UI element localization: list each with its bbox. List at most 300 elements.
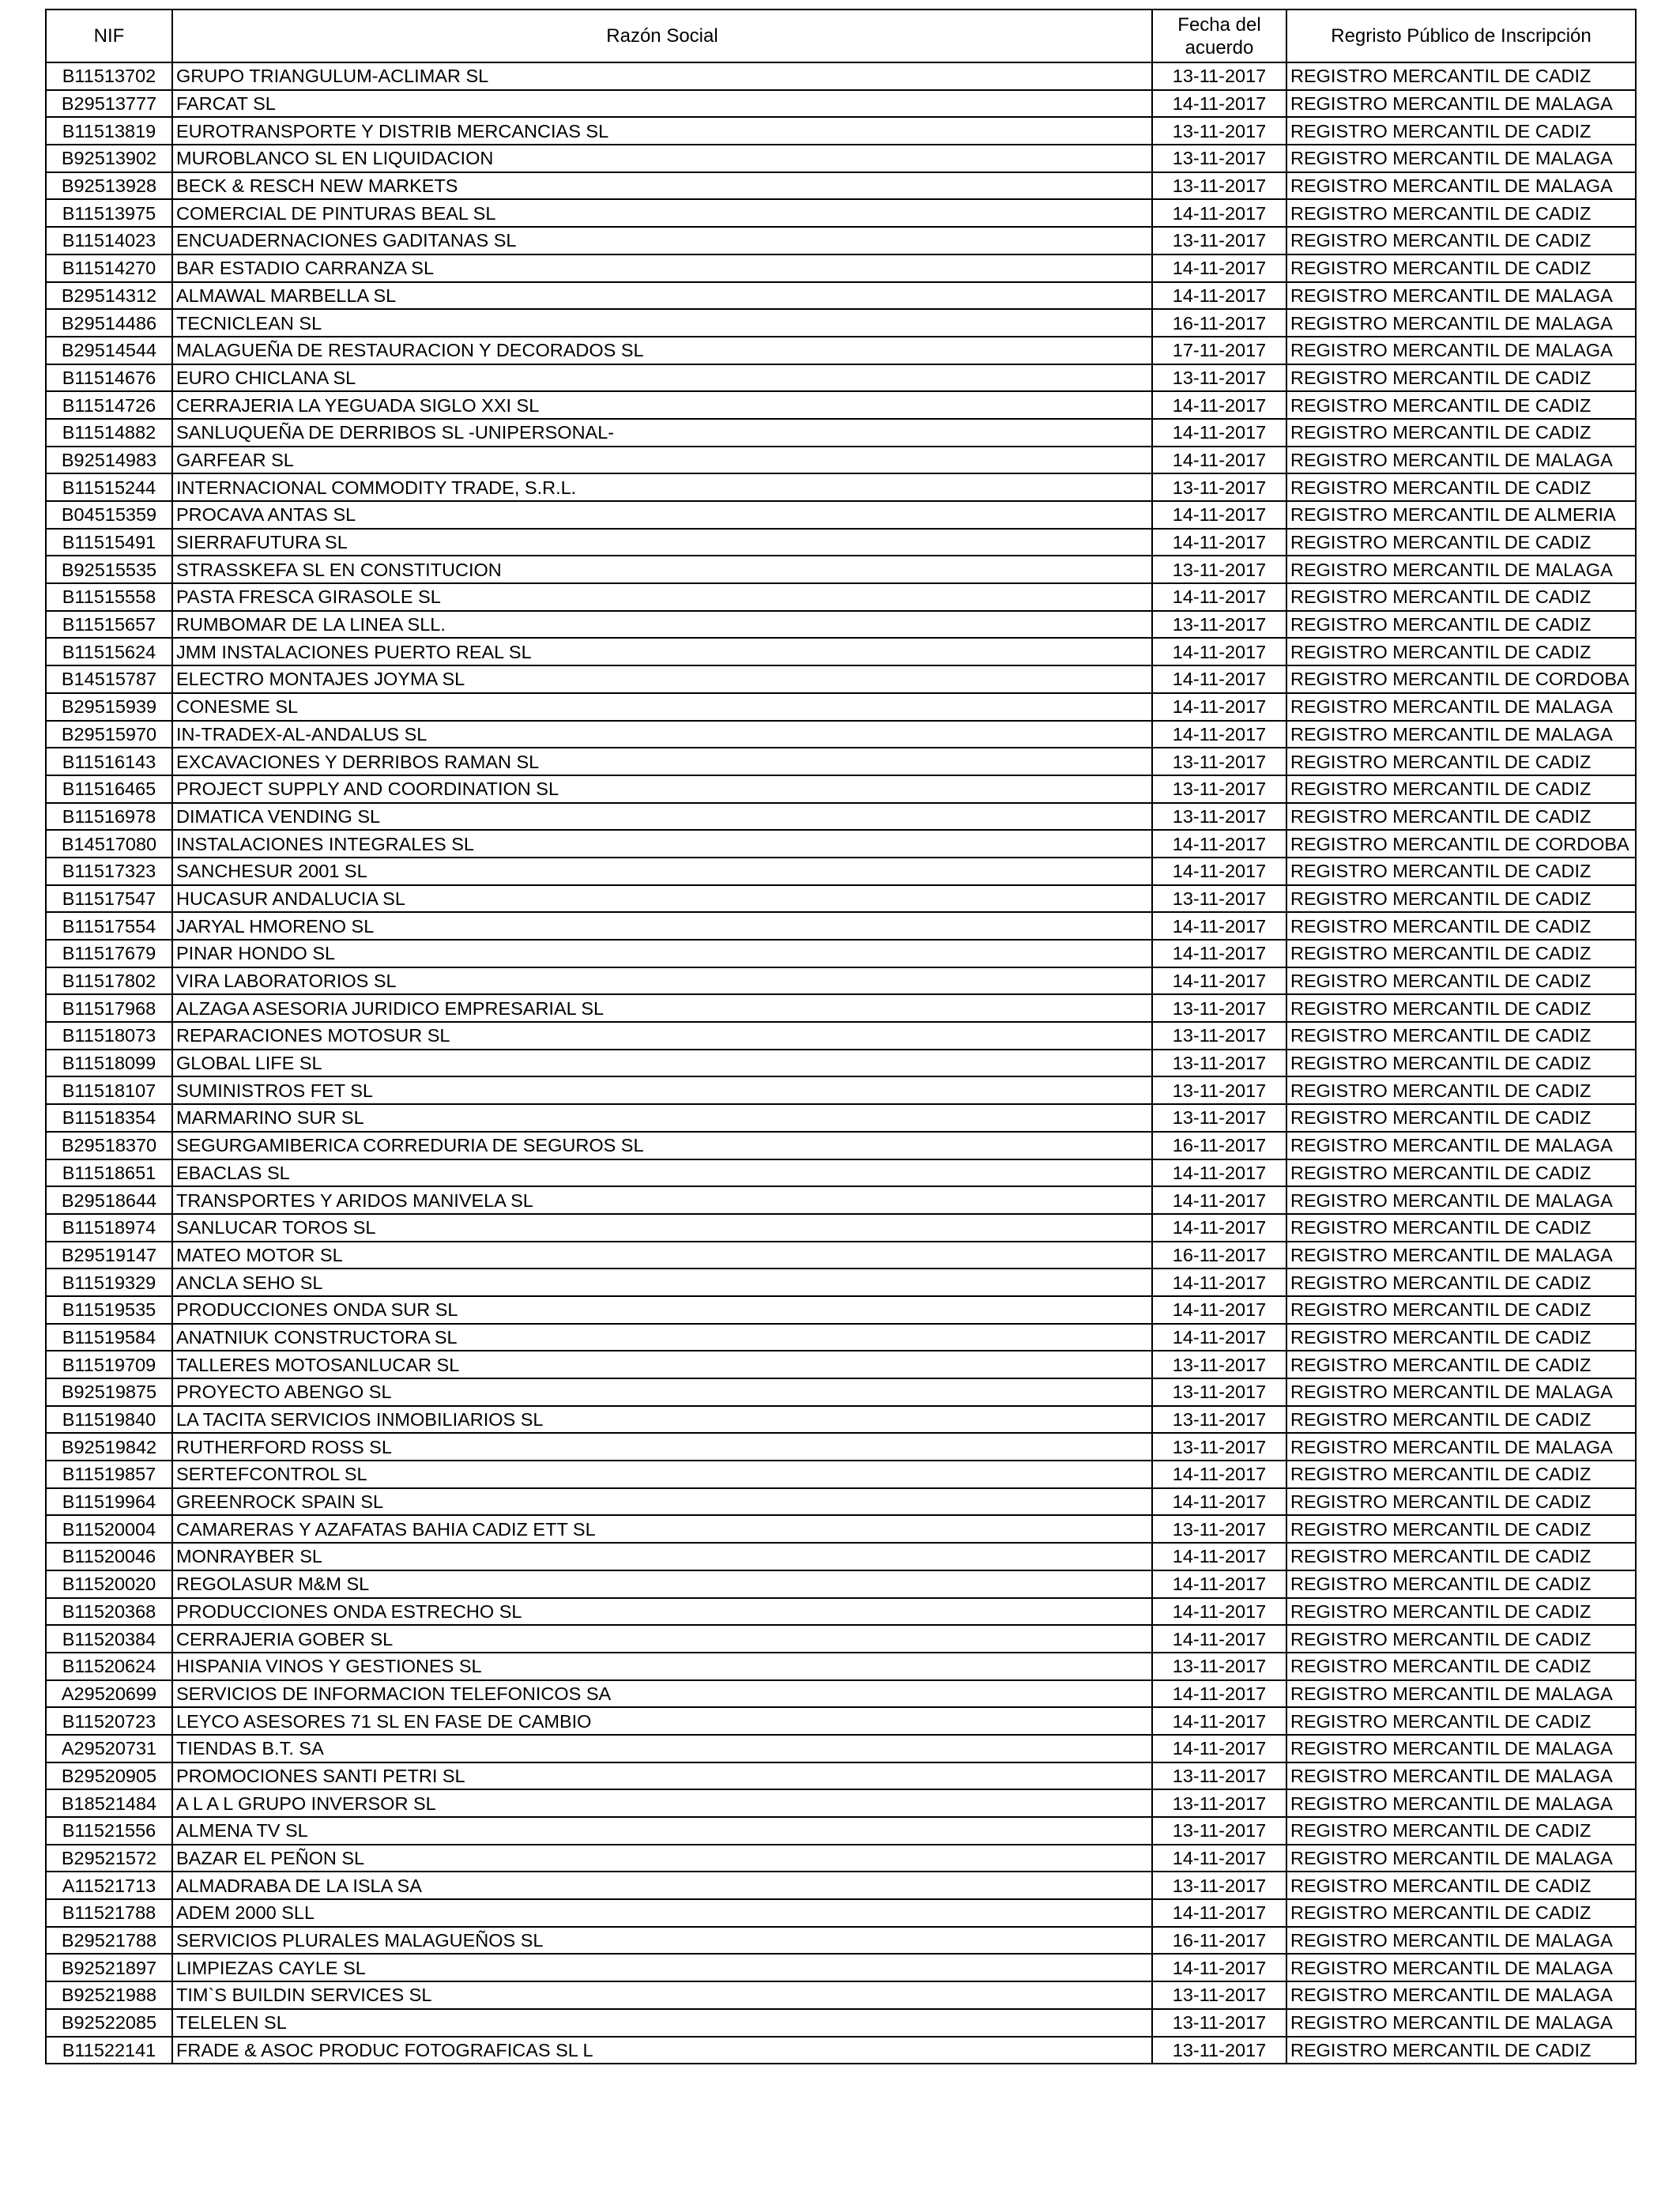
table-row — [46, 1598, 1636, 1626]
cell-fecha: 16-11-2017 — [1152, 1132, 1286, 1159]
cell-fecha: 13-11-2017 — [1152, 1104, 1286, 1132]
cell-registro: REGISTRO MERCANTIL DE CADIZ — [1286, 775, 1636, 803]
header-fecha-line1: Fecha del — [1177, 13, 1261, 36]
cell-razon-social: TRANSPORTES Y ARIDOS MANIVELA SL — [172, 1186, 1152, 1214]
cell-razon-social: ENCUADERNACIONES GADITANAS SL — [172, 227, 1152, 254]
cell-razon-social: CERRAJERIA LA YEGUADA SIGLO XXI SL — [172, 391, 1152, 419]
table-row — [46, 254, 1636, 282]
table-row — [46, 994, 1636, 1022]
cell-fecha: 14-11-2017 — [1152, 583, 1286, 611]
cell-fecha: 14-11-2017 — [1152, 1186, 1286, 1214]
cell-fecha: 16-11-2017 — [1152, 309, 1286, 337]
cell-razon-social: GREENROCK SPAIN SL — [172, 1488, 1152, 1516]
cell-razon-social: REPARACIONES MOTOSUR SL — [172, 1022, 1152, 1050]
cell-razon-social: SERVICIOS DE INFORMACION TELEFONICOS SA — [172, 1680, 1152, 1708]
cell-razon-social: IN-TRADEX-AL-ANDALUS SL — [172, 721, 1152, 748]
cell-registro: REGISTRO MERCANTIL DE MALAGA — [1286, 282, 1636, 310]
cell-razon-social: PROJECT SUPPLY AND COORDINATION SL — [172, 775, 1152, 803]
cell-registro: REGISTRO MERCANTIL DE CADIZ — [1286, 940, 1636, 967]
cell-nif: B11515657 — [46, 611, 172, 639]
cell-registro: REGISTRO MERCANTIL DE CADIZ — [1286, 1872, 1636, 1899]
cell-nif: B11520384 — [46, 1625, 172, 1653]
cell-fecha: 13-11-2017 — [1152, 1515, 1286, 1543]
cell-nif: B29520905 — [46, 1762, 172, 1790]
cell-registro: REGISTRO MERCANTIL DE CADIZ — [1286, 1598, 1636, 1626]
cell-razon-social: ALMAWAL MARBELLA SL — [172, 282, 1152, 310]
cell-fecha: 14-11-2017 — [1152, 1269, 1286, 1296]
cell-fecha: 14-11-2017 — [1152, 721, 1286, 748]
cell-fecha: 13-11-2017 — [1152, 1378, 1286, 1406]
cell-registro: REGISTRO MERCANTIL DE MALAGA — [1286, 309, 1636, 337]
cell-fecha: 13-11-2017 — [1152, 556, 1286, 583]
table-row — [46, 1378, 1636, 1406]
cell-nif: B92519842 — [46, 1433, 172, 1461]
table-row — [46, 1433, 1636, 1461]
cell-registro: REGISTRO MERCANTIL DE CADIZ — [1286, 1653, 1636, 1680]
table-row — [46, 556, 1636, 583]
cell-registro: REGISTRO MERCANTIL DE MALAGA — [1286, 1981, 1636, 2009]
cell-razon-social: SERTEFCONTROL SL — [172, 1461, 1152, 1488]
cell-razon-social: REGOLASUR M&M SL — [172, 1570, 1152, 1598]
table-row — [46, 1817, 1636, 1845]
cell-nif: B92515535 — [46, 556, 172, 583]
cell-razon-social: EURO CHICLANA SL — [172, 364, 1152, 392]
cell-razon-social: GARFEAR SL — [172, 447, 1152, 474]
cell-registro: REGISTRO MERCANTIL DE CADIZ — [1286, 803, 1636, 831]
cell-fecha: 14-11-2017 — [1152, 1159, 1286, 1187]
cell-fecha: 14-11-2017 — [1152, 1461, 1286, 1488]
cell-razon-social: EBACLAS SL — [172, 1159, 1152, 1187]
registry-table — [45, 9, 1637, 2064]
cell-razon-social: TELELEN SL — [172, 2009, 1152, 2037]
cell-razon-social: TIENDAS B.T. SA — [172, 1735, 1152, 1762]
cell-razon-social: TIM`S BUILDIN SERVICES SL — [172, 1981, 1152, 2009]
cell-registro: REGISTRO MERCANTIL DE CADIZ — [1286, 1406, 1636, 1434]
cell-nif: B29514312 — [46, 282, 172, 310]
table-row — [46, 748, 1636, 775]
cell-nif: B92521897 — [46, 1954, 172, 1981]
table-row — [46, 447, 1636, 474]
cell-fecha: 13-11-2017 — [1152, 1762, 1286, 1790]
cell-razon-social: A L A L GRUPO INVERSOR SL — [172, 1789, 1152, 1817]
cell-registro: REGISTRO MERCANTIL DE CADIZ — [1286, 391, 1636, 419]
table-row — [46, 282, 1636, 310]
table-row — [46, 391, 1636, 419]
cell-razon-social: RUTHERFORD ROSS SL — [172, 1433, 1152, 1461]
cell-razon-social: LA TACITA SERVICIOS INMOBILIARIOS SL — [172, 1406, 1152, 1434]
cell-nif: B92519875 — [46, 1378, 172, 1406]
table-row — [46, 1104, 1636, 1132]
cell-fecha: 14-11-2017 — [1152, 282, 1286, 310]
cell-registro: REGISTRO MERCANTIL DE CADIZ — [1286, 117, 1636, 145]
cell-registro: REGISTRO MERCANTIL DE MALAGA — [1286, 90, 1636, 118]
table-row — [46, 1406, 1636, 1434]
cell-razon-social: MONRAYBER SL — [172, 1543, 1152, 1570]
cell-fecha: 14-11-2017 — [1152, 90, 1286, 118]
cell-fecha: 14-11-2017 — [1152, 1899, 1286, 1927]
cell-razon-social: SANLUQUEÑA DE DERRIBOS SL -UNIPERSONAL- — [172, 419, 1152, 447]
table-row — [46, 885, 1636, 913]
cell-razon-social: PINAR HONDO SL — [172, 940, 1152, 967]
cell-fecha: 14-11-2017 — [1152, 1707, 1286, 1735]
table-row — [46, 1899, 1636, 1927]
cell-fecha: 14-11-2017 — [1152, 1570, 1286, 1598]
cell-registro: REGISTRO MERCANTIL DE CADIZ — [1286, 748, 1636, 775]
cell-razon-social: PROMOCIONES SANTI PETRI SL — [172, 1762, 1152, 1790]
cell-registro: REGISTRO MERCANTIL DE CADIZ — [1286, 1324, 1636, 1351]
cell-razon-social: INSTALACIONES INTEGRALES SL — [172, 830, 1152, 858]
header-fecha-acuerdo — [1152, 9, 1286, 62]
cell-razon-social: TALLERES MOTOSANLUCAR SL — [172, 1351, 1152, 1378]
cell-registro: REGISTRO MERCANTIL DE MALAGA — [1286, 556, 1636, 583]
cell-registro: REGISTRO MERCANTIL DE MALAGA — [1286, 1927, 1636, 1955]
cell-registro: REGISTRO MERCANTIL DE CADIZ — [1286, 199, 1636, 227]
table-row — [46, 1515, 1636, 1543]
cell-registro: REGISTRO MERCANTIL DE CADIZ — [1286, 1159, 1636, 1187]
cell-fecha: 14-11-2017 — [1152, 858, 1286, 885]
table-row — [46, 803, 1636, 831]
cell-fecha: 13-11-2017 — [1152, 748, 1286, 775]
cell-razon-social: FARCAT SL — [172, 90, 1152, 118]
cell-nif: B11513702 — [46, 62, 172, 90]
cell-fecha: 14-11-2017 — [1152, 1735, 1286, 1762]
cell-registro: REGISTRO MERCANTIL DE CADIZ — [1286, 1050, 1636, 1077]
cell-registro: REGISTRO MERCANTIL DE CADIZ — [1286, 994, 1636, 1022]
cell-registro: REGISTRO MERCANTIL DE CADIZ — [1286, 364, 1636, 392]
table-row — [46, 90, 1636, 118]
cell-razon-social: BAR ESTADIO CARRANZA SL — [172, 254, 1152, 282]
cell-fecha: 13-11-2017 — [1152, 1817, 1286, 1845]
cell-nif: B11520004 — [46, 1515, 172, 1543]
cell-nif: B11516978 — [46, 803, 172, 831]
cell-nif: B11517968 — [46, 994, 172, 1022]
table-row — [46, 583, 1636, 611]
cell-razon-social: PRODUCCIONES ONDA SUR SL — [172, 1296, 1152, 1324]
cell-razon-social: ANATNIUK CONSTRUCTORA SL — [172, 1324, 1152, 1351]
cell-fecha: 14-11-2017 — [1152, 1954, 1286, 1981]
table-row — [46, 1461, 1636, 1488]
cell-nif: B29519147 — [46, 1242, 172, 1269]
cell-registro: REGISTRO MERCANTIL DE MALAGA — [1286, 145, 1636, 172]
cell-registro: REGISTRO MERCANTIL DE MALAGA — [1286, 693, 1636, 721]
cell-fecha: 13-11-2017 — [1152, 775, 1286, 803]
table-row — [46, 1269, 1636, 1296]
cell-nif: B11514676 — [46, 364, 172, 392]
cell-fecha: 13-11-2017 — [1152, 885, 1286, 913]
cell-registro: REGISTRO MERCANTIL DE CADIZ — [1286, 254, 1636, 282]
cell-registro: REGISTRO MERCANTIL DE MALAGA — [1286, 337, 1636, 364]
cell-fecha: 14-11-2017 — [1152, 419, 1286, 447]
table-row — [46, 858, 1636, 885]
cell-registro: REGISTRO MERCANTIL DE MALAGA — [1286, 1242, 1636, 1269]
table-row — [46, 1076, 1636, 1104]
cell-nif: B14515787 — [46, 665, 172, 693]
cell-nif: B11522141 — [46, 2037, 172, 2064]
cell-fecha: 14-11-2017 — [1152, 638, 1286, 665]
cell-fecha: 13-11-2017 — [1152, 117, 1286, 145]
table-row — [46, 611, 1636, 639]
cell-razon-social: FRADE & ASOC PRODUC FOTOGRAFICAS SL L — [172, 2037, 1152, 2064]
cell-fecha: 13-11-2017 — [1152, 473, 1286, 501]
table-row — [46, 1050, 1636, 1077]
cell-registro: REGISTRO MERCANTIL DE ALMERIA — [1286, 501, 1636, 529]
cell-razon-social: ALMENA TV SL — [172, 1817, 1152, 1845]
cell-razon-social: STRASSKEFA SL EN CONSTITUCION — [172, 556, 1152, 583]
cell-fecha: 13-11-2017 — [1152, 1050, 1286, 1077]
cell-nif: B11515491 — [46, 529, 172, 556]
cell-registro: REGISTRO MERCANTIL DE CADIZ — [1286, 1022, 1636, 1050]
cell-registro: REGISTRO MERCANTIL DE CADIZ — [1286, 1488, 1636, 1516]
cell-nif: B29521572 — [46, 1845, 172, 1872]
table-row — [46, 1845, 1636, 1872]
cell-fecha: 14-11-2017 — [1152, 1543, 1286, 1570]
cell-nif: B11518651 — [46, 1159, 172, 1187]
cell-razon-social: SIERRAFUTURA SL — [172, 529, 1152, 556]
cell-fecha: 13-11-2017 — [1152, 1406, 1286, 1434]
cell-registro: REGISTRO MERCANTIL DE MALAGA — [1286, 1680, 1636, 1708]
cell-registro: REGISTRO MERCANTIL DE CORDOBA — [1286, 830, 1636, 858]
cell-registro: REGISTRO MERCANTIL DE CADIZ — [1286, 1570, 1636, 1598]
cell-fecha: 14-11-2017 — [1152, 967, 1286, 995]
cell-fecha: 14-11-2017 — [1152, 1625, 1286, 1653]
cell-nif: B11519857 — [46, 1461, 172, 1488]
cell-registro: REGISTRO MERCANTIL DE CADIZ — [1286, 529, 1636, 556]
cell-nif: A11521713 — [46, 1872, 172, 1899]
cell-fecha: 13-11-2017 — [1152, 803, 1286, 831]
cell-registro: REGISTRO MERCANTIL DE MALAGA — [1286, 1433, 1636, 1461]
table-row — [46, 145, 1636, 172]
table-row — [46, 1653, 1636, 1680]
cell-razon-social: ALZAGA ASESORIA JURIDICO EMPRESARIAL SL — [172, 994, 1152, 1022]
table-row — [46, 1872, 1636, 1899]
cell-nif: B11521788 — [46, 1899, 172, 1927]
cell-registro: REGISTRO MERCANTIL DE CADIZ — [1286, 1214, 1636, 1242]
cell-nif: B11519840 — [46, 1406, 172, 1434]
table-row — [46, 1954, 1636, 1981]
cell-razon-social: CONESME SL — [172, 693, 1152, 721]
cell-nif: B11514726 — [46, 391, 172, 419]
cell-nif: B92522085 — [46, 2009, 172, 2037]
cell-razon-social: GLOBAL LIFE SL — [172, 1050, 1152, 1077]
cell-nif: B11520046 — [46, 1543, 172, 1570]
cell-registro: REGISTRO MERCANTIL DE CADIZ — [1286, 1076, 1636, 1104]
cell-razon-social: CERRAJERIA GOBER SL — [172, 1625, 1152, 1653]
cell-fecha: 16-11-2017 — [1152, 1927, 1286, 1955]
table-row — [46, 940, 1636, 967]
cell-razon-social: BECK & RESCH NEW MARKETS — [172, 172, 1152, 200]
cell-nif: B11518354 — [46, 1104, 172, 1132]
cell-registro: REGISTRO MERCANTIL DE MALAGA — [1286, 1132, 1636, 1159]
cell-fecha: 13-11-2017 — [1152, 1022, 1286, 1050]
table-row — [46, 1186, 1636, 1214]
cell-nif: B11519709 — [46, 1351, 172, 1378]
cell-razon-social: INTERNACIONAL COMMODITY TRADE, S.R.L. — [172, 473, 1152, 501]
cell-nif: B11514882 — [46, 419, 172, 447]
header-registro: Regristo Público de Inscripción — [1286, 9, 1636, 62]
cell-razon-social: SEGURGAMIBERICA CORREDURIA DE SEGUROS SL — [172, 1132, 1152, 1159]
cell-registro: REGISTRO MERCANTIL DE MALAGA — [1286, 1845, 1636, 1872]
cell-razon-social: ANCLA SEHO SL — [172, 1269, 1152, 1296]
cell-registro: REGISTRO MERCANTIL DE CADIZ — [1286, 419, 1636, 447]
cell-fecha: 13-11-2017 — [1152, 1653, 1286, 1680]
cell-nif: B11514023 — [46, 227, 172, 254]
cell-fecha: 14-11-2017 — [1152, 199, 1286, 227]
cell-registro: REGISTRO MERCANTIL DE CADIZ — [1286, 1461, 1636, 1488]
cell-fecha: 13-11-2017 — [1152, 2037, 1286, 2064]
cell-nif: B11517679 — [46, 940, 172, 967]
cell-fecha: 13-11-2017 — [1152, 1872, 1286, 1899]
cell-nif: B11518974 — [46, 1214, 172, 1242]
cell-registro: REGISTRO MERCANTIL DE CADIZ — [1286, 583, 1636, 611]
cell-fecha: 14-11-2017 — [1152, 1214, 1286, 1242]
cell-registro: REGISTRO MERCANTIL DE MALAGA — [1286, 1378, 1636, 1406]
cell-razon-social: SANCHESUR 2001 SL — [172, 858, 1152, 885]
table-row — [46, 1242, 1636, 1269]
cell-fecha: 14-11-2017 — [1152, 665, 1286, 693]
cell-nif: B11517547 — [46, 885, 172, 913]
table-row — [46, 419, 1636, 447]
cell-nif: B11514270 — [46, 254, 172, 282]
cell-nif: B11520368 — [46, 1598, 172, 1626]
cell-fecha: 13-11-2017 — [1152, 1076, 1286, 1104]
cell-razon-social: JARYAL HMORENO SL — [172, 912, 1152, 940]
cell-fecha: 13-11-2017 — [1152, 364, 1286, 392]
cell-fecha: 14-11-2017 — [1152, 1296, 1286, 1324]
cell-registro: REGISTRO MERCANTIL DE CADIZ — [1286, 62, 1636, 90]
cell-nif: B18521484 — [46, 1789, 172, 1817]
cell-registro: REGISTRO MERCANTIL DE MALAGA — [1286, 1789, 1636, 1817]
cell-registro: REGISTRO MERCANTIL DE CADIZ — [1286, 1625, 1636, 1653]
table-row — [46, 638, 1636, 665]
cell-fecha: 13-11-2017 — [1152, 1789, 1286, 1817]
cell-fecha: 13-11-2017 — [1152, 145, 1286, 172]
cell-registro: REGISTRO MERCANTIL DE MALAGA — [1286, 1954, 1636, 1981]
cell-nif: B92513928 — [46, 172, 172, 200]
cell-fecha: 14-11-2017 — [1152, 391, 1286, 419]
table-row — [46, 1022, 1636, 1050]
table-row — [46, 2009, 1636, 2037]
cell-fecha: 16-11-2017 — [1152, 1242, 1286, 1269]
cell-razon-social: MALAGUEÑA DE RESTAURACION Y DECORADOS SL — [172, 337, 1152, 364]
table-body — [46, 62, 1636, 2064]
cell-razon-social: LIMPIEZAS CAYLE SL — [172, 1954, 1152, 1981]
table-row — [46, 337, 1636, 364]
cell-razon-social: LEYCO ASESORES 71 SL EN FASE DE CAMBIO — [172, 1707, 1152, 1735]
cell-registro: REGISTRO MERCANTIL DE MALAGA — [1286, 447, 1636, 474]
cell-razon-social: HISPANIA VINOS Y GESTIONES SL — [172, 1653, 1152, 1680]
cell-nif: B11519329 — [46, 1269, 172, 1296]
table-row — [46, 1927, 1636, 1955]
cell-fecha: 14-11-2017 — [1152, 1598, 1286, 1626]
table-row — [46, 309, 1636, 337]
cell-razon-social: JMM INSTALACIONES PUERTO REAL SL — [172, 638, 1152, 665]
table-row — [46, 1762, 1636, 1790]
cell-fecha: 14-11-2017 — [1152, 501, 1286, 529]
cell-nif: B29518370 — [46, 1132, 172, 1159]
table-row — [46, 830, 1636, 858]
cell-fecha: 14-11-2017 — [1152, 529, 1286, 556]
cell-registro: REGISTRO MERCANTIL DE CADIZ — [1286, 638, 1636, 665]
cell-razon-social: RUMBOMAR DE LA LINEA SLL. — [172, 611, 1152, 639]
table-row — [46, 1324, 1636, 1351]
cell-razon-social: ALMADRABA DE LA ISLA SA — [172, 1872, 1152, 1899]
cell-razon-social: SANLUCAR TOROS SL — [172, 1214, 1152, 1242]
table-row — [46, 1735, 1636, 1762]
header-nif: NIF — [46, 9, 172, 62]
table-row — [46, 199, 1636, 227]
table-row — [46, 1707, 1636, 1735]
table-row — [46, 1159, 1636, 1187]
table-row — [46, 721, 1636, 748]
header-row — [46, 9, 1636, 62]
table-row — [46, 1488, 1636, 1516]
cell-razon-social: SERVICIOS PLURALES MALAGUEÑOS SL — [172, 1927, 1152, 1955]
cell-nif: B29518644 — [46, 1186, 172, 1214]
cell-razon-social: VIRA LABORATORIOS SL — [172, 967, 1152, 995]
cell-registro: REGISTRO MERCANTIL DE CADIZ — [1286, 1543, 1636, 1570]
table-row — [46, 693, 1636, 721]
cell-nif: A29520699 — [46, 1680, 172, 1708]
cell-registro: REGISTRO MERCANTIL DE CADIZ — [1286, 1269, 1636, 1296]
cell-fecha: 14-11-2017 — [1152, 1324, 1286, 1351]
cell-fecha: 13-11-2017 — [1152, 994, 1286, 1022]
table-row — [46, 117, 1636, 145]
cell-fecha: 14-11-2017 — [1152, 447, 1286, 474]
cell-fecha: 13-11-2017 — [1152, 2009, 1286, 2037]
table-row — [46, 529, 1636, 556]
cell-fecha: 13-11-2017 — [1152, 227, 1286, 254]
cell-razon-social: TECNICLEAN SL — [172, 309, 1152, 337]
cell-nif: B14517080 — [46, 830, 172, 858]
table-row — [46, 1789, 1636, 1817]
cell-fecha: 13-11-2017 — [1152, 1351, 1286, 1378]
cell-registro: REGISTRO MERCANTIL DE MALAGA — [1286, 1735, 1636, 1762]
cell-nif: B11519964 — [46, 1488, 172, 1516]
cell-nif: B29521788 — [46, 1927, 172, 1955]
cell-nif: B11515624 — [46, 638, 172, 665]
table-row — [46, 1296, 1636, 1324]
cell-registro: REGISTRO MERCANTIL DE CADIZ — [1286, 611, 1636, 639]
table-row — [46, 1214, 1636, 1242]
cell-nif: A29520731 — [46, 1735, 172, 1762]
cell-registro: REGISTRO MERCANTIL DE CADIZ — [1286, 885, 1636, 913]
cell-nif: B11518107 — [46, 1076, 172, 1104]
table-row — [46, 2037, 1636, 2064]
cell-razon-social: EXCAVACIONES Y DERRIBOS RAMAN SL — [172, 748, 1152, 775]
table-row — [46, 665, 1636, 693]
cell-registro: REGISTRO MERCANTIL DE CADIZ — [1286, 1296, 1636, 1324]
table-row — [46, 364, 1636, 392]
table-row — [46, 501, 1636, 529]
cell-fecha: 14-11-2017 — [1152, 254, 1286, 282]
table-row — [46, 1570, 1636, 1598]
table-row — [46, 473, 1636, 501]
cell-registro: REGISTRO MERCANTIL DE CADIZ — [1286, 912, 1636, 940]
cell-nif: B11516465 — [46, 775, 172, 803]
cell-registro: REGISTRO MERCANTIL DE CADIZ — [1286, 858, 1636, 885]
table-row — [46, 172, 1636, 200]
cell-razon-social: PROCAVA ANTAS SL — [172, 501, 1152, 529]
cell-razon-social: EUROTRANSPORTE Y DISTRIB MERCANCIAS SL — [172, 117, 1152, 145]
cell-razon-social: DIMATICA VENDING SL — [172, 803, 1152, 831]
cell-registro: REGISTRO MERCANTIL DE CORDOBA — [1286, 665, 1636, 693]
cell-registro: REGISTRO MERCANTIL DE CADIZ — [1286, 1707, 1636, 1735]
cell-razon-social: MATEO MOTOR SL — [172, 1242, 1152, 1269]
cell-nif: B11519584 — [46, 1324, 172, 1351]
table-row — [46, 1351, 1636, 1378]
cell-fecha: 13-11-2017 — [1152, 1433, 1286, 1461]
cell-registro: REGISTRO MERCANTIL DE MALAGA — [1286, 2009, 1636, 2037]
